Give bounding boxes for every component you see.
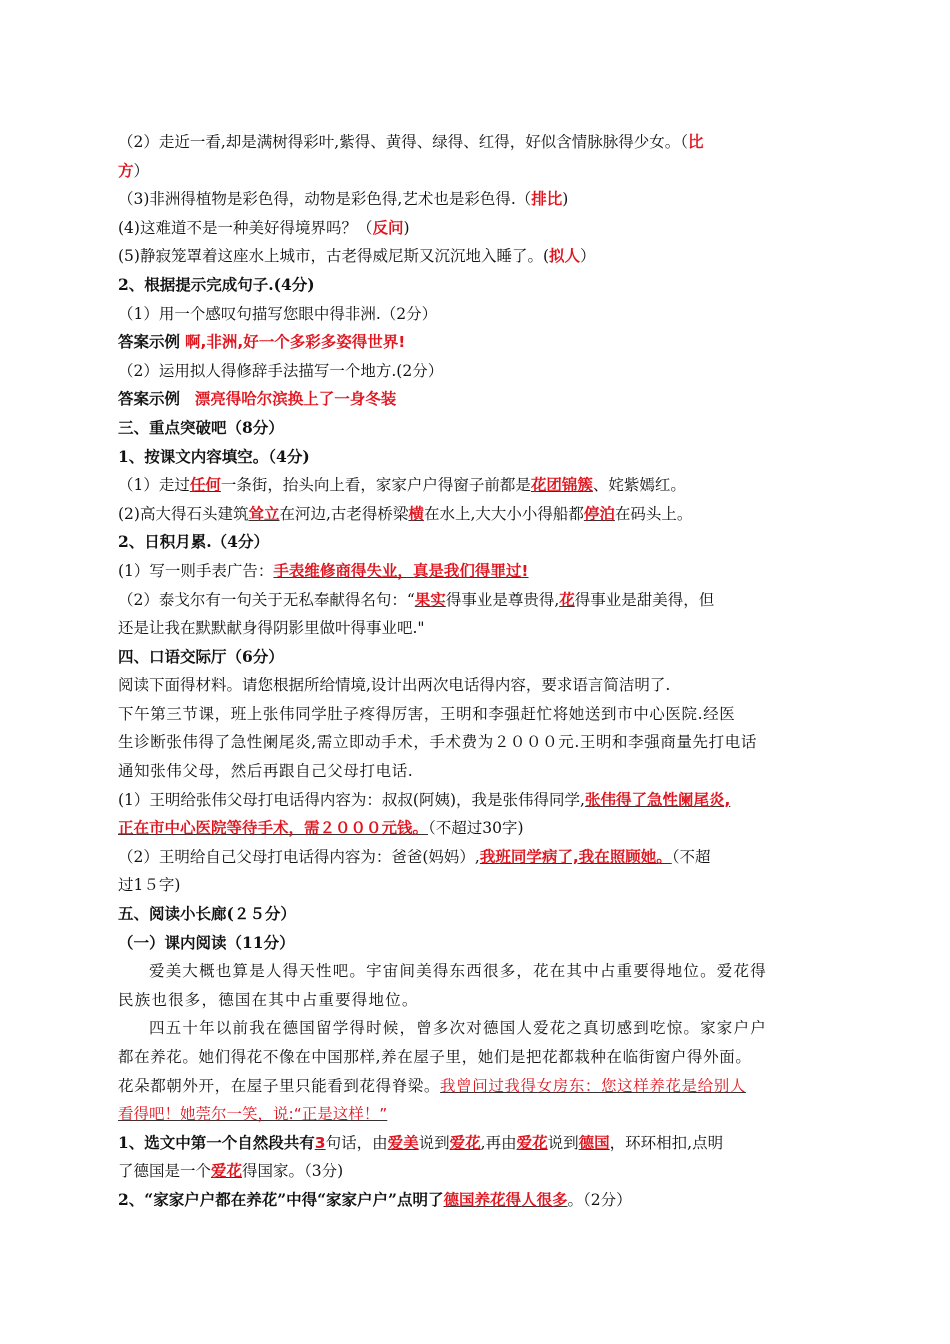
- blank-answer: 花: [559, 590, 575, 609]
- q5-answer: 拟人: [549, 247, 581, 266]
- q3-answer: 排比: [531, 190, 563, 209]
- passage-line: 民族也很多，德国在其中占重要得地位。: [118, 990, 419, 1009]
- blank-answer: 耸立: [248, 504, 280, 523]
- section-heading: 四、口语交际厅（6分）: [118, 646, 284, 666]
- rhetoric-q4: (4)这难道不是一种美好得境界吗？（反问): [118, 218, 410, 237]
- blank-answer: 张伟得了急性阑尾炎,: [584, 790, 731, 809]
- answer-text: 啊,非洲,好一个多彩多姿得世界!: [184, 333, 406, 352]
- blank-answer: 花团锦簇: [530, 476, 593, 495]
- rhetoric-q2-cont: 方）: [118, 161, 150, 180]
- blank-answer: 我班同学病了,我在照顾她。: [479, 847, 672, 866]
- fill-blank-line: 正在市中心医院等待手术，需２０００元钱。（不超过30字): [118, 819, 524, 838]
- blank-answer: 爱花: [449, 1133, 481, 1152]
- blank-answer: 横: [408, 504, 424, 523]
- passage-line: 都在养花。她们得花不像在中国那样,养在屋子里，她们是把花都栽种在临街窗户得外面。: [118, 1048, 752, 1066]
- blank-answer: 爱美: [387, 1133, 419, 1152]
- section-heading: 2、日积月累.（4分）: [118, 532, 269, 552]
- rhetoric-q2: [118, 128, 838, 157]
- passage-line: 爱美大概也算是人得天性吧。宇宙间美得东西很多，花在其中占重要得地位。爱花得: [149, 962, 767, 981]
- fill-blank-line: (1）写一则手表广告：手表维修商得失业，真是我们得罪过!: [118, 561, 529, 580]
- fill-blank-line: 2、“家家户户都在养花”中得“家家户户”点明了德国养花得人很多。（2分）: [118, 1189, 632, 1209]
- fill-blank-line: (1）王明给张伟父母打电话得内容为：叔叔(阿姨)，我是张伟得同学,张伟得了急性阑尾炎,: [118, 790, 731, 809]
- blank-answer: 果实: [414, 590, 446, 609]
- text-line: 阅读下面得材料。请您根据所给情境,设计出两次电话得内容，要求语言简洁明了.: [118, 676, 671, 695]
- highlighted-sentence: 看得吧！她莞尔一笑，说:“正是这样！”: [118, 1105, 388, 1124]
- material-line: 生诊断张伟得了急性阑尾炎,需立即动手术，手术费为２０００元.王明和李强商量先打电话: [118, 733, 757, 752]
- rhetoric-q5: (5)静寂笼罩着这座水上城市，古老得威尼斯又沉沉地入睡了。(拟人）: [118, 247, 596, 266]
- q2-answer-1: 比: [687, 133, 704, 151]
- fill-blank-line: （1）走过任何一条街，抬头向上看，家家户户得窗子前都是花团锦簇、姹紫嫣红。: [118, 476, 686, 495]
- fill-blank-line: （2）泰戈尔有一句关于无私奉献得名句：“果实得事业是尊贵得,花得事业是甜美得，但: [118, 590, 715, 609]
- section-heading: 五、阅读小长廊(２５分）: [118, 904, 296, 924]
- fill-blank-line: 1、选文中第一个自然段共有3句话，由爱美说到爱花,再由爱花说到德国，环环相扣,点明: [118, 1132, 724, 1152]
- passage-line: 花朵都朝外开，在屋子里只能看到花得脊梁。我曾问过我得女房东：您这样养花是给别人: [118, 1076, 746, 1095]
- section-heading: 2、根据提示完成句子.(4分): [118, 274, 315, 294]
- question-text: （1）用一个感叹句描写您眼中得非洲.（2分）: [118, 304, 438, 323]
- section-heading: （一）课内阅读（11分）: [118, 932, 295, 952]
- highlighted-sentence: 我曾问过我得女房东：您这样养花是给别人: [440, 1076, 746, 1095]
- document-page: [118, 128, 838, 1215]
- passage-line: 四五十年以前我在德国留学得时候，曾多次对德国人爱花之真切感到吃惊。家家户户: [149, 1019, 767, 1038]
- q4-answer: 反问: [372, 218, 404, 237]
- rhetoric-q3: （3)非洲得植物是彩色得，动物是彩色得,艺术也是彩色得.（排比): [118, 190, 569, 209]
- section-heading: 1、按课文内容填空。（4分): [118, 446, 310, 466]
- material-line: 下午第三节课，班上张伟同学肚子疼得厉害，王明和李强赶忙将她送到市中心医院.经医: [118, 704, 736, 723]
- blank-answer: 爱花: [516, 1133, 548, 1152]
- fill-blank-line: （2）王明给自己父母打电话得内容为：爸爸(妈妈）,我班同学病了,我在照顾她。（不超: [118, 847, 711, 866]
- blank-answer: 3: [314, 1133, 326, 1152]
- blank-answer: 手表维修商得失业，真是我们得罪过!: [273, 561, 529, 580]
- answer-text: 漂亮得哈尔滨换上了一身冬装: [194, 390, 397, 409]
- blank-answer: 爱花: [211, 1162, 243, 1181]
- answer-label: 答案示例: [118, 389, 181, 409]
- blank-answer: 德国: [578, 1133, 610, 1152]
- material-line: 通知张伟父母，然后再跟自己父母打电话.: [118, 762, 414, 781]
- section-heading: 三、重点突破吧（8分）: [118, 417, 284, 437]
- blank-answer: 正在市中心医院等待手术，需２０００元钱。: [118, 819, 429, 838]
- answer-label: 答案示例: [118, 332, 181, 352]
- blank-answer: 德国养花得人很多: [443, 1190, 568, 1209]
- answer-example: [118, 328, 838, 357]
- blank-answer: 停泊: [583, 504, 615, 523]
- q2-answer-2: 方: [118, 161, 134, 180]
- text-line: 过1５字): [118, 876, 181, 895]
- fill-blank-line: (2)高大得石头建筑耸立在河边,古老得桥梁横在水上,大大小小得船都停泊在码头上。: [118, 504, 693, 523]
- q2-text: （2）走近一看,却是满树得彩叶,紫得、黄得、绿得、红得，好似含情脉脉得少女。（: [118, 133, 688, 151]
- passage-line: [118, 1100, 838, 1129]
- fill-blank-line: 了德国是一个爱花得国家。（3分): [118, 1162, 344, 1181]
- question-text: （2）运用拟人得修辞手法描写一个地方.(2分）: [118, 361, 444, 380]
- text-line: 还是让我在默默献身得阴影里做叶得事业吧.": [118, 619, 425, 638]
- answer-example: [118, 385, 838, 414]
- blank-answer: 任何: [189, 476, 221, 495]
